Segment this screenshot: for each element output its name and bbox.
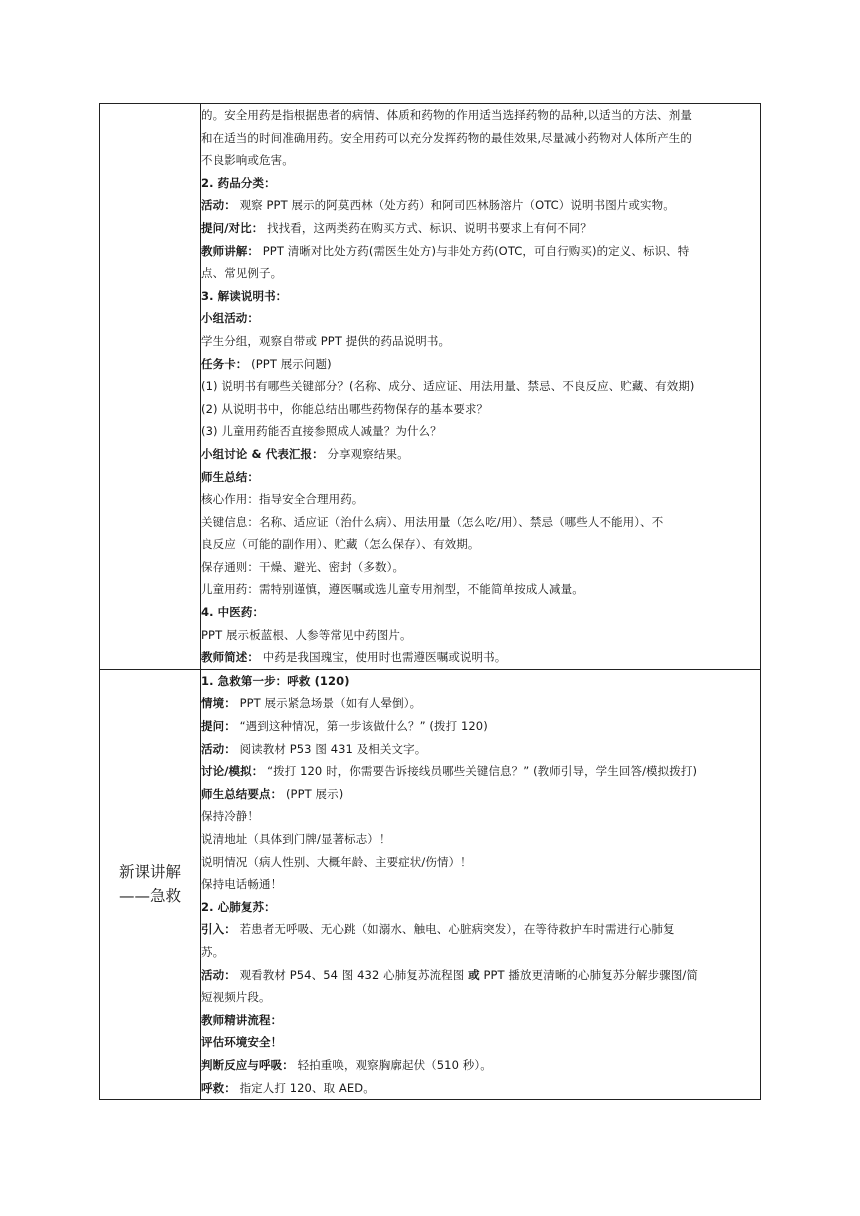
text-line xyxy=(201,262,760,285)
bold-label: 讨论/模拟： xyxy=(201,764,264,779)
text-segment: 指定人打 120、取 AED。 xyxy=(235,1080,375,1095)
bold-label: 师生总结： xyxy=(201,469,259,484)
text-line xyxy=(201,624,760,647)
text-line xyxy=(201,873,760,896)
text-line xyxy=(201,217,760,240)
text-line xyxy=(201,353,760,376)
text-line xyxy=(201,466,760,489)
text-line xyxy=(201,104,760,127)
text-segment: 说清地址（具体到门牌/显著标志）！ xyxy=(201,832,391,846)
text-line xyxy=(201,194,760,217)
text-segment: 保持冷静！ xyxy=(201,809,259,824)
text-line xyxy=(201,941,760,964)
text-segment: 苏。 xyxy=(201,944,225,959)
text-line xyxy=(201,738,760,761)
text-line xyxy=(201,511,760,534)
text-line xyxy=(201,896,760,919)
bold-label: 任务卡： xyxy=(201,356,248,371)
text-segment: 观看教材 P54、54 图 432 心肺复苏流程图 xyxy=(235,967,469,982)
text-segment: 核心作用：指导安全合理用药。 xyxy=(201,492,364,507)
text-segment: 若患者无呼吸、无心跳（如溺水、触电、心脏病突发），在等待救护车时需进行心肺复 xyxy=(235,922,675,937)
text-line xyxy=(201,1009,760,1032)
text-line xyxy=(201,670,760,693)
text-segment: PPT 播放更清晰的心肺复苏分解步骤图/简 xyxy=(479,967,698,982)
bold-label: 情境： xyxy=(201,696,236,711)
text-line xyxy=(201,1077,760,1100)
text-line xyxy=(201,692,760,715)
text-line xyxy=(201,420,760,443)
text-line xyxy=(201,760,760,783)
bold-label: 小组活动： xyxy=(201,311,259,326)
text-segment: 良反应（可能的副作用）、贮藏（怎么保存）、有效期。 xyxy=(201,537,480,552)
bold-label: 4. 中医药： xyxy=(201,605,265,620)
text-segment: “拨打 120 时，你需要告诉接线员哪些关键信息？” (教师引导，学生回答/模拟拨打) xyxy=(263,764,698,779)
bold-label: 活动： xyxy=(201,198,236,213)
text-line xyxy=(201,127,760,150)
bold-label: 师生总结要点： xyxy=(201,786,283,801)
text-segment: 分享观察结果。 xyxy=(323,446,409,461)
bold-label: 2. 心肺复苏： xyxy=(201,899,276,914)
text-segment: 短视频片段。 xyxy=(201,990,271,1005)
text-line xyxy=(201,1054,760,1077)
text-segment: 保持电话畅通！ xyxy=(201,877,283,892)
text-line xyxy=(201,964,760,987)
text-line xyxy=(201,918,760,941)
text-segment: (3) 儿童用药能否直接参照成人减量？为什么？ xyxy=(201,424,442,439)
text-line xyxy=(201,375,760,398)
table-row xyxy=(100,669,761,1099)
bold-label: 引入： xyxy=(201,922,236,937)
text-line xyxy=(201,828,760,851)
text-line xyxy=(201,578,760,601)
text-line xyxy=(201,601,760,624)
text-segment: (2) 从说明书中，你能总结出哪些药物保存的基本要求？ xyxy=(201,401,489,416)
bold-label: 或 xyxy=(468,967,480,982)
text-line xyxy=(201,443,760,466)
text-segment: 找找看，这两类药在购买方式、标识、说明书要求上有何不同？ xyxy=(263,220,592,235)
text-line xyxy=(201,646,760,669)
bold-label: 呼救： xyxy=(201,1080,236,1095)
text-segment: PPT 展示紧急场景（如有人晕倒）。 xyxy=(235,696,422,711)
text-segment: 学生分组，观察自带或 PPT 提供的药品说明书。 xyxy=(201,333,451,348)
bold-label: 教师讲解： xyxy=(201,243,259,258)
text-segment: PPT 清晰对比处方药(需医生处方)与非处方药(OTC，可自行购买)的定义、标识、特 xyxy=(259,243,690,258)
text-line xyxy=(201,149,760,172)
text-segment: 保存通则：干燥、避光、密封（多数）。 xyxy=(201,559,405,574)
table-row xyxy=(100,104,761,670)
bold-label: 1. 急救第一步：呼救 (120) xyxy=(201,673,350,688)
bold-label: 判断反应与呼吸： xyxy=(201,1057,294,1072)
text-line xyxy=(201,1031,760,1054)
bold-label: 评估环境安全！ xyxy=(201,1035,283,1050)
text-segment: 儿童用药：需特别谨慎，遵医嘱或选儿童专用剂型，不能简单按成人减量。 xyxy=(201,582,584,597)
bold-label: 教师简述： xyxy=(201,650,259,665)
lesson-plan-table xyxy=(99,103,761,1100)
text-line xyxy=(201,783,760,806)
text-segment: 和在适当的时间准确用药。安全用药可以充分发挥药物的最佳效果,尽量减小药物对人体所产生的 xyxy=(201,130,692,145)
text-line xyxy=(201,398,760,421)
bold-label: 教师精讲流程： xyxy=(201,1012,283,1027)
text-segment: PPT 展示板蓝根、人参等常见中药图片。 xyxy=(201,627,412,642)
text-segment: 观察 PPT 展示的阿莫西林（处方药）和阿司匹林肠溶片（OTC）说明书图片或实物。 xyxy=(235,198,675,213)
text-line xyxy=(201,805,760,828)
bold-label: 提问： xyxy=(201,719,236,734)
text-segment: (PPT 展示) xyxy=(282,786,344,801)
text-segment: 阅读教材 P53 图 431 及相关文字。 xyxy=(235,741,427,756)
text-segment: 不良影响或危害。 xyxy=(201,153,294,168)
stage-cell xyxy=(100,104,201,670)
text-line xyxy=(201,986,760,1009)
text-line xyxy=(201,285,760,308)
text-segment: 轻拍重唤，观察胸廓起伏（510 秒）。 xyxy=(293,1057,492,1072)
bold-label: 活动： xyxy=(201,741,236,756)
text-segment: 点、常见例子。 xyxy=(201,266,283,281)
content-cell xyxy=(201,669,761,1099)
text-line xyxy=(201,307,760,330)
bold-label: 提问/对比： xyxy=(201,220,264,235)
text-segment: 的。安全用药是指根据患者的病情、体质和药物的作用适当选择药物的品种,以适当的方法、剂量 xyxy=(201,108,692,122)
bold-label: 小组讨论 & 代表汇报： xyxy=(201,446,324,461)
bold-label: 2. 药品分类： xyxy=(201,175,276,190)
bold-label: 3. 解读说明书： xyxy=(201,288,288,303)
stage-cell xyxy=(100,669,201,1099)
content-cell xyxy=(201,104,761,670)
text-segment: 中药是我国瑰宝，使用时也需遵医嘱或说明书。 xyxy=(259,650,507,665)
text-line xyxy=(201,533,760,556)
text-line xyxy=(201,715,760,738)
stage-label: 新课讲解——急救 xyxy=(118,863,181,906)
text-segment: 说明情况（病人性别、大概年龄、主要症状/伤情）！ xyxy=(201,854,472,869)
text-line xyxy=(201,240,760,263)
text-line xyxy=(201,851,760,874)
text-line xyxy=(201,330,760,353)
text-line xyxy=(201,556,760,579)
text-segment: (PPT 展示问题) xyxy=(247,356,332,371)
text-line xyxy=(201,172,760,195)
text-segment: “遇到这种情况，第一步该做什么？” (拨打 120) xyxy=(235,719,488,734)
bold-label: 活动： xyxy=(201,967,236,982)
text-line xyxy=(201,488,760,511)
text-segment: (1) 说明书有哪些关键部分？(名称、成分、适应证、用法用量、禁忌、不良反应、贮藏、有效期) xyxy=(201,379,695,394)
text-segment: 关键信息：名称、适应证（治什么病）、用法用量（怎么吃/用）、禁忌（哪些人不能用）、不 xyxy=(201,514,664,529)
